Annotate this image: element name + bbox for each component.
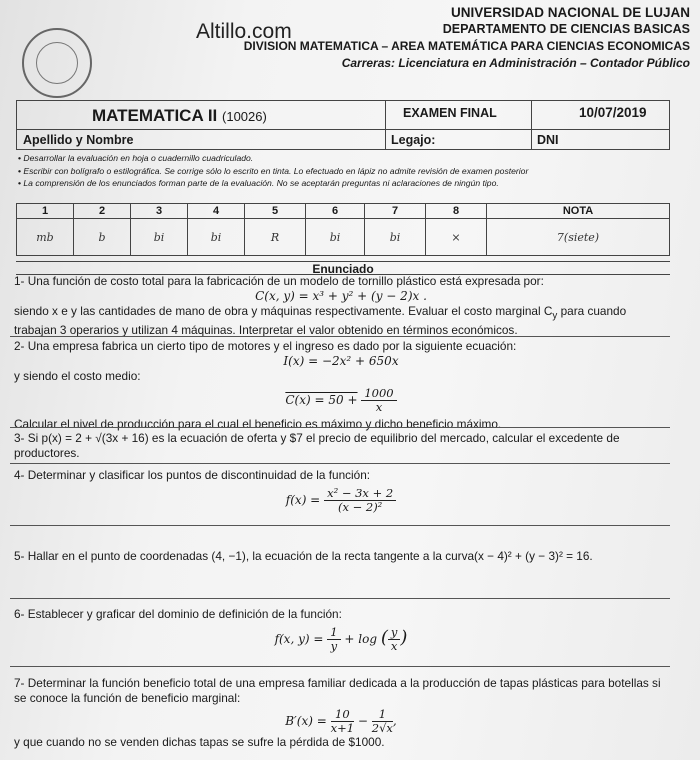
- instruction-item: • Desarrollar la evaluación en hoja o cuadernillo cuadriculado.: [18, 152, 668, 165]
- instruction-item: • Escribir con bolígrafo o estilográfica. Se corrige sólo lo escrito en tinta. Lo efectuado en lápiz no admite revisión de examen posterior: [18, 165, 668, 178]
- grade-col-header: 8: [426, 204, 487, 219]
- grade-mark: mb: [17, 219, 74, 256]
- subject-title: MATEMATICA II (10026): [92, 106, 267, 125]
- grades-header-row: [17, 204, 670, 219]
- question-3-text: 3- Si p(x) = 2 + √(3x + 16) es la ecuación de oferta y $7 el precio de equilibrio del mercado, calcular el excedente de productores.: [14, 431, 620, 460]
- question-1-text: 1- Una función de costo total para la fabricación de un modelo de tornillo plástico está expresada por:: [14, 274, 544, 288]
- instructions-list: [18, 152, 668, 190]
- watermark: Altillo.com: [196, 20, 292, 43]
- grade-col-header: 3: [131, 204, 188, 219]
- divider: [10, 525, 670, 526]
- question-6-formula: f(x, y) = $\frac{1}{y}$ + log ( $\frac{y}{x}$ ): [274, 625, 408, 653]
- grade-mark: bi: [131, 219, 188, 256]
- question-6: [14, 607, 668, 653]
- careers-text: Carreras: Licenciatura en Administración – Contador Público: [341, 56, 690, 70]
- question-5-text: 5- Hallar en el punto de coordenadas (4, −1), la ecuación de la recta tangente a la curva(x − 4)² + (y − 3)² = 16.: [14, 549, 593, 563]
- grade-col-header: 2: [74, 204, 131, 219]
- divider: [10, 666, 670, 667]
- question-5: [14, 549, 668, 564]
- question-2: [14, 339, 668, 432]
- divider: [10, 336, 670, 337]
- grade-col-header: 1: [17, 204, 74, 219]
- question-1: [14, 274, 668, 338]
- grade-mark: b: [74, 219, 131, 256]
- grade-mark: R: [245, 219, 306, 256]
- grade-col-header: 5: [245, 204, 306, 219]
- division-name: DIVISION MATEMATICA – AREA MATEMÁTICA PARA CIENCIAS ECONOMICAS: [243, 39, 690, 53]
- legajo-label: Legajo:: [391, 133, 436, 147]
- question-1-text2: siendo x e y las cantidades de mano de obra y máquinas respectivamente. Evaluar el costo marginal $C_y$ para cuando: [14, 304, 627, 322]
- grade-col-header: 4: [188, 204, 245, 219]
- grades-marks-row: [17, 219, 670, 256]
- enunciado-heading: Enunciado: [16, 261, 670, 275]
- question-1-text3: trabajan 3 operarios y utilizan 4 máquinas. Interpretar el valor obtenido en términos económicos.: [14, 323, 518, 338]
- dni-label: DNI: [537, 133, 559, 147]
- divider: [10, 427, 670, 428]
- question-2-text3: Calcular el nivel de producción para el cual el beneficio es máximo y dicho beneficio máximo.: [14, 417, 502, 431]
- divider: [10, 598, 670, 599]
- university-name: UNIVERSIDAD NACIONAL DE LUJAN: [450, 5, 690, 20]
- grade-col-header: 7: [365, 204, 426, 219]
- question-2-formula: I(x) = −2x² + 650x: [283, 354, 399, 368]
- grade-mark: bi: [188, 219, 245, 256]
- university-seal-logo: [22, 28, 92, 98]
- grade-col-header: NOTA: [487, 204, 670, 219]
- question-4: [14, 468, 668, 514]
- grade-mark: bi: [365, 219, 426, 256]
- question-2-text: 2- Una empresa fabrica un cierto tipo de motores y el ingreso es dado por la siguiente ecuación:: [14, 339, 517, 353]
- exam-type: EXAMEN FINAL: [403, 106, 497, 120]
- grade-mark: ×: [426, 219, 487, 256]
- name-label: Apellido y Nombre: [23, 133, 134, 147]
- divider: [10, 463, 670, 464]
- question-7: [14, 676, 668, 750]
- question-4-formula: f(x) = $\frac{\text{x² − 3x + 2}}{\text{(x − 2)²}}$: [14, 487, 668, 514]
- question-3: [14, 431, 668, 461]
- question-2-text2: y siendo el costo medio:: [14, 369, 141, 383]
- final-grade: 7(siete): [487, 219, 670, 256]
- question-7-formula: B′(x) = $\frac{10}{x+1}$ − $\frac{1}{2√x}$ ,: [285, 707, 397, 735]
- grades-table: [16, 203, 670, 256]
- university-header: [244, 4, 690, 72]
- question-4-text: 4- Determinar y clasificar los puntos de discontinuidad de la función:: [14, 468, 371, 482]
- question-2-formula2: C(x) = 50 + $\frac{1000}{x}$: [14, 387, 668, 414]
- exam-date: 10/07/2019: [579, 105, 647, 120]
- question-6-text: 6- Establecer y graficar del dominio de definición de la función:: [14, 607, 342, 621]
- exam-header-box: [16, 100, 670, 150]
- instruction-item: • La comprensión de los enunciados forman parte de la evaluación. No se aceptarán preguntas ni aclaraciones de ningún tipo.: [18, 177, 668, 190]
- question-1-formula: C(x, y) = x³ + y² + (y − 2)x .: [255, 289, 427, 303]
- grade-col-header: 6: [306, 204, 365, 219]
- question-7-text2: y que cuando no se venden dichas tapas se sufre la pérdida de $1000.: [14, 735, 385, 749]
- department-name: DEPARTAMENTO DE CIENCIAS BASICAS: [442, 22, 690, 36]
- question-7-text: 7- Determinar la función beneficio total de una empresa familiar dedicada a la producción de tapas plásticas para botellas si se conoce la función de beneficio marginal:: [14, 676, 661, 705]
- grade-mark: bi: [306, 219, 365, 256]
